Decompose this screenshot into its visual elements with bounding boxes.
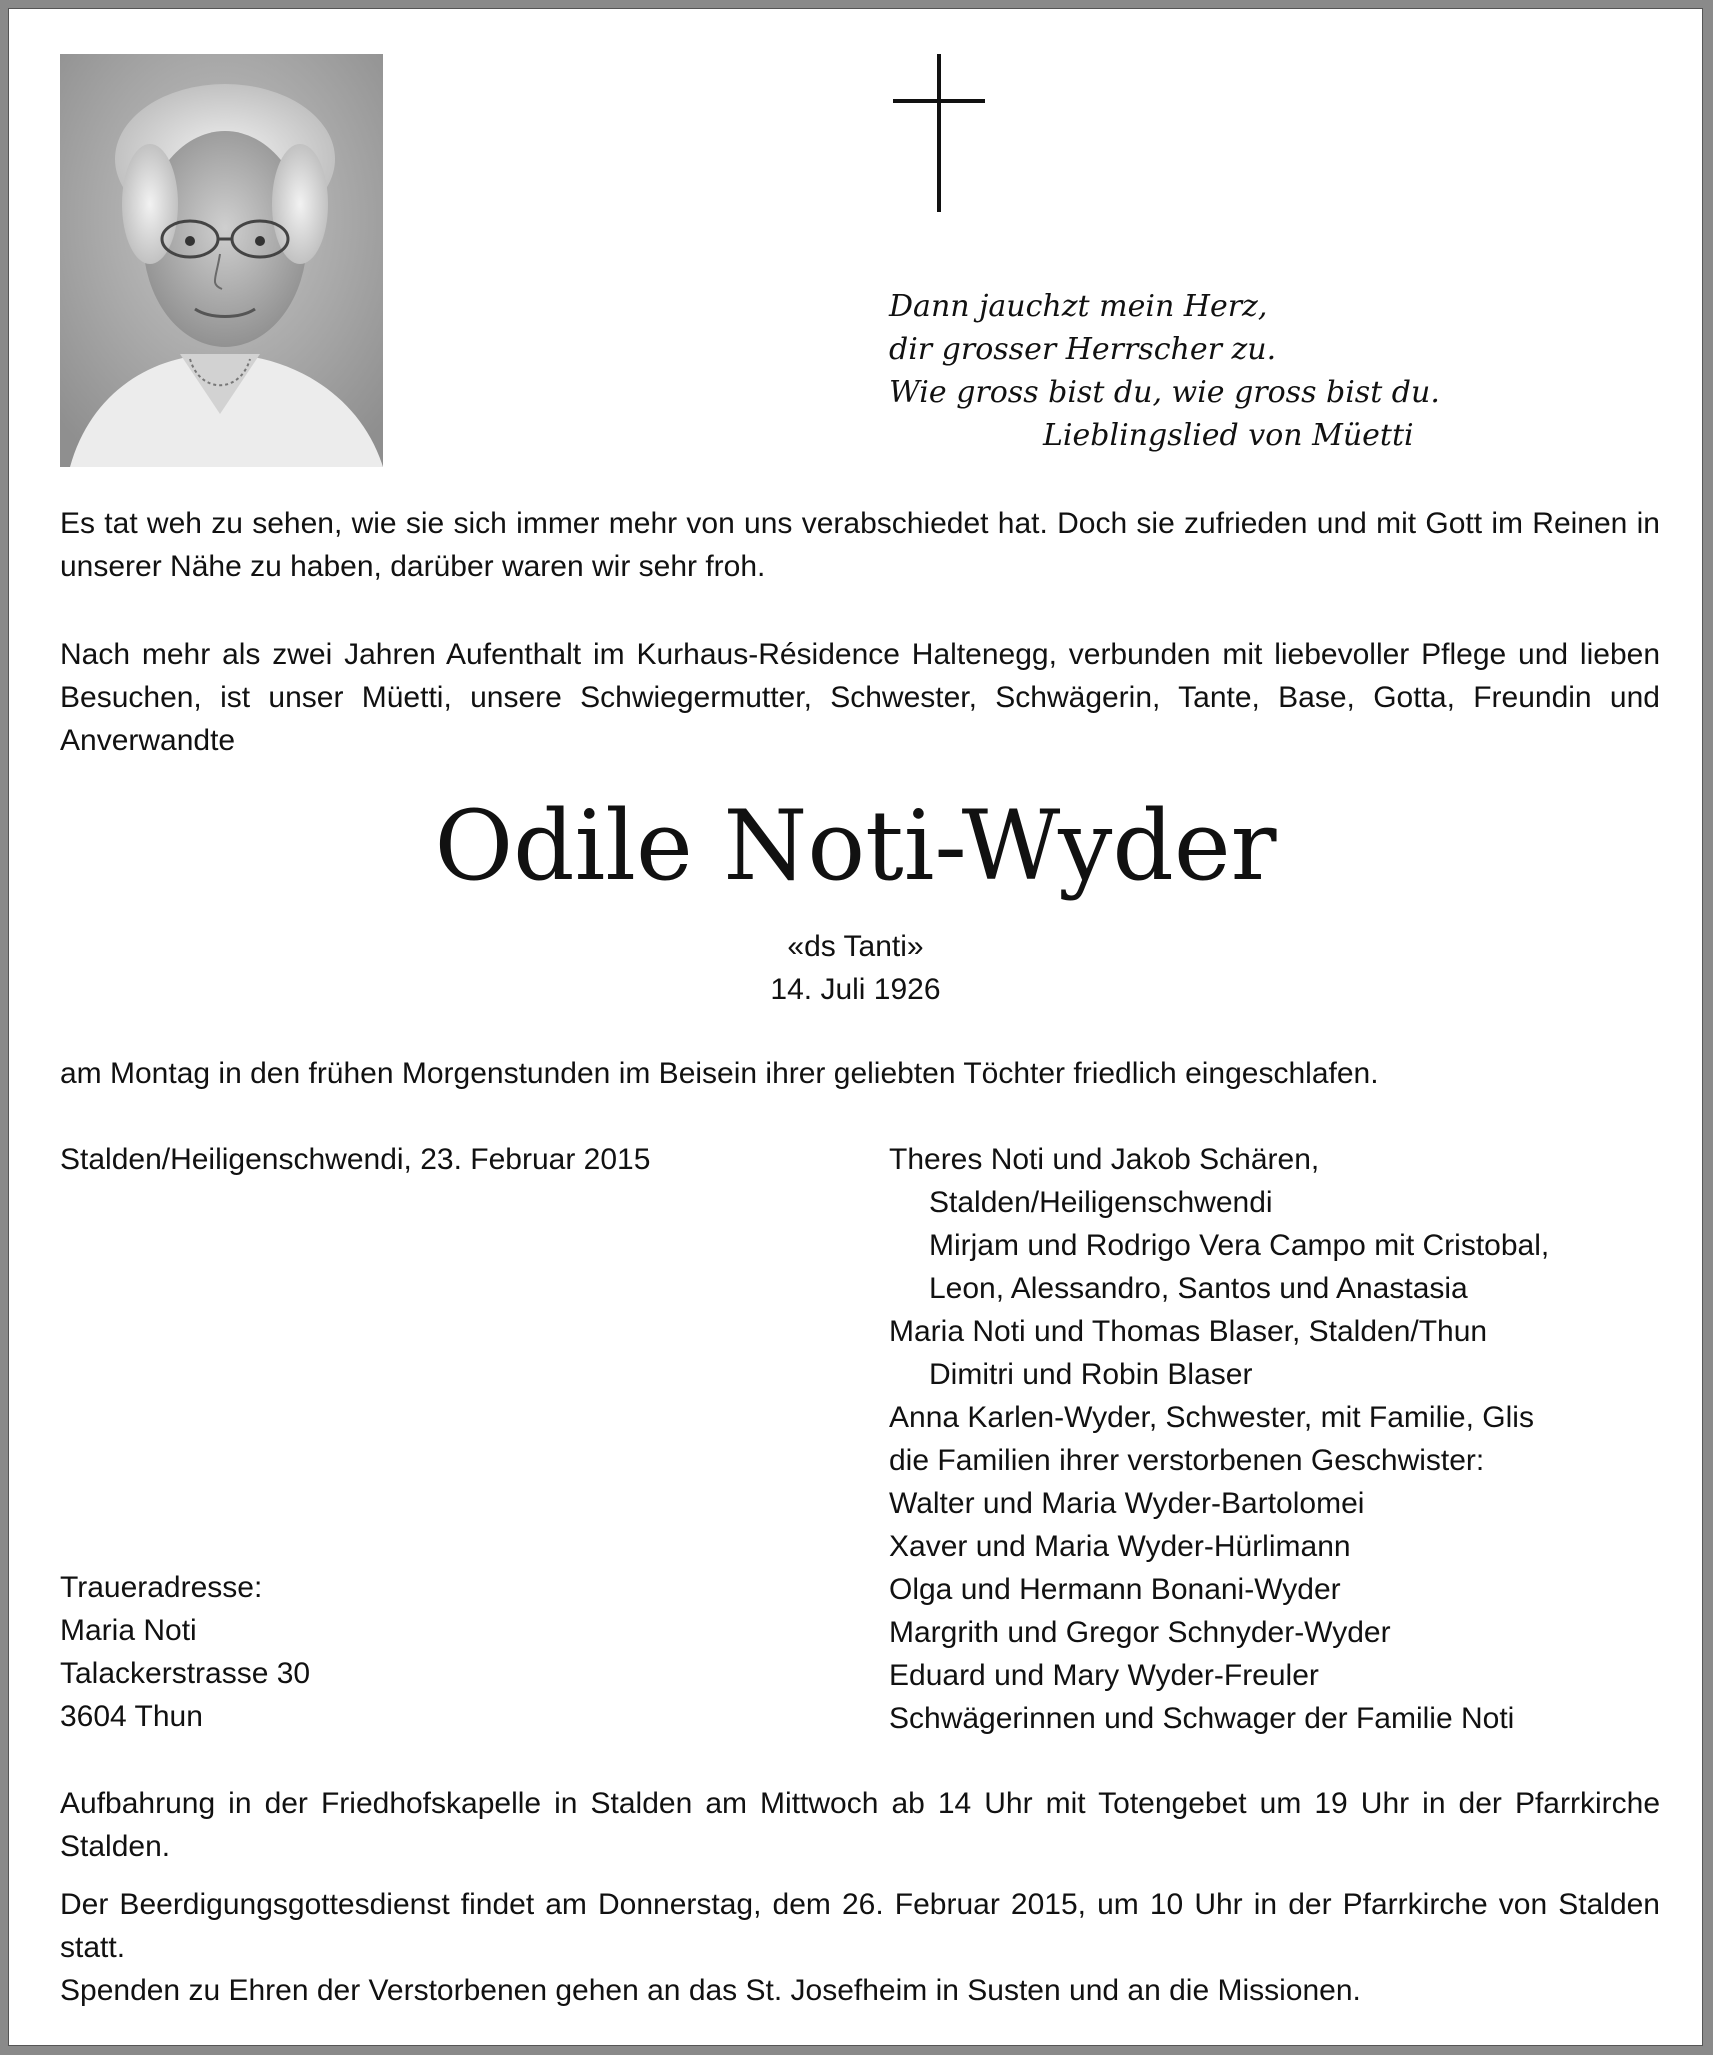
address-city: 3604 Thun bbox=[60, 1700, 203, 1733]
mourner-item: Margrith und Gregor Schnyder-Wyder bbox=[889, 1616, 1391, 1649]
mourner-item: Olga und Hermann Bonani-Wyder bbox=[889, 1573, 1341, 1606]
intro-paragraph-2: Nach mehr als zwei Jahren Aufenthalt im Kurhaus-Résidence Haltenegg, verbunden mit liebevoller Pflege und lieben Besuchen, ist unser Müetti, unsere Schwiegermutter, Schwester, Schwägerin, Tante, Base, Gotta, Freundin und Anverwandte bbox=[60, 638, 1660, 757]
place-and-date: Stalden/Heiligenschwendi, 23. Februar 2015 bbox=[60, 1143, 651, 1176]
death-announcement: am Montag in den frühen Morgenstunden im Beisein ihrer geliebten Töchter friedlich eingeschlafen. bbox=[60, 1057, 1379, 1090]
mourner-item: Eduard und Mary Wyder-Freuler bbox=[889, 1659, 1319, 1692]
poem-line: dir grosser Herrscher zu. bbox=[889, 332, 1277, 367]
mourner-item: Mirjam und Rodrigo Vera Campo mit Cristobal, bbox=[929, 1229, 1550, 1262]
mourner-item: Stalden/Heiligenschwendi bbox=[929, 1186, 1273, 1219]
mourner-item: Anna Karlen-Wyder, Schwester, mit Familie, Glis bbox=[889, 1401, 1534, 1434]
mourner-item: die Familien ihrer verstorbenen Geschwister: bbox=[889, 1444, 1485, 1477]
poem-quote bbox=[889, 285, 1440, 457]
poem-line: Dann jauchzt mein Herz, bbox=[889, 289, 1268, 324]
mourner-item: Walter und Maria Wyder-Bartolomei bbox=[889, 1487, 1365, 1520]
wake-info: Aufbahrung in der Friedhofskapelle in Stalden am Mittwoch ab 14 Uhr mit Totengebet um 19 Uhr in der Pfarrkirche Stalden. bbox=[60, 1787, 1660, 1863]
mourner-item: Theres Noti und Jakob Schären, bbox=[889, 1143, 1320, 1176]
address-street: Talackerstrasse 30 bbox=[60, 1657, 311, 1690]
funeral-info: Der Beerdigungsgottesdienst findet am Donnerstag, dem 26. Februar 2015, um 10 Uhr in der Pfarrkirche von Stalden statt. bbox=[60, 1888, 1660, 1964]
portrait-photo bbox=[60, 54, 383, 467]
address-label: Traueradresse: bbox=[60, 1571, 263, 1604]
deceased-birth-date: 14. Juli 1926 bbox=[770, 973, 941, 1006]
mourner-item: Maria Noti und Thomas Blaser, Stalden/Thun bbox=[889, 1315, 1488, 1348]
cross-icon bbox=[889, 54, 989, 214]
mourning-address bbox=[60, 1566, 310, 1738]
portrait-illustration bbox=[60, 54, 383, 467]
mourner-item: Xaver und Maria Wyder-Hürlimann bbox=[889, 1530, 1351, 1563]
poem-attribution: Lieblingslied von Müetti bbox=[1043, 418, 1414, 453]
deceased-name: Odile Noti-Wyder bbox=[434, 790, 1277, 902]
mourner-item: Dimitri und Robin Blaser bbox=[929, 1358, 1253, 1391]
mourner-item: Schwägerinnen und Schwager der Familie Noti bbox=[889, 1702, 1515, 1735]
mourner-item: Leon, Alessandro, Santos und Anastasia bbox=[929, 1272, 1468, 1305]
intro-paragraph-1: Es tat weh zu sehen, wie sie sich immer mehr von uns verabschiedet hat. Doch sie zufrieden und mit Gott im Reinen in unserer Nähe zu haben, darüber waren wir sehr froh. bbox=[60, 507, 1660, 583]
donation-info: Spenden zu Ehren der Verstorbenen gehen an das St. Josefheim in Susten und an die Missionen. bbox=[60, 1974, 1361, 2007]
mourners-list bbox=[889, 1138, 1549, 1740]
poem-line: Wie gross bist du, wie gross bist du. bbox=[889, 375, 1440, 410]
deceased-nickname: «ds Tanti» bbox=[787, 930, 924, 963]
obituary-page bbox=[8, 8, 1703, 2046]
address-name: Maria Noti bbox=[60, 1614, 197, 1647]
